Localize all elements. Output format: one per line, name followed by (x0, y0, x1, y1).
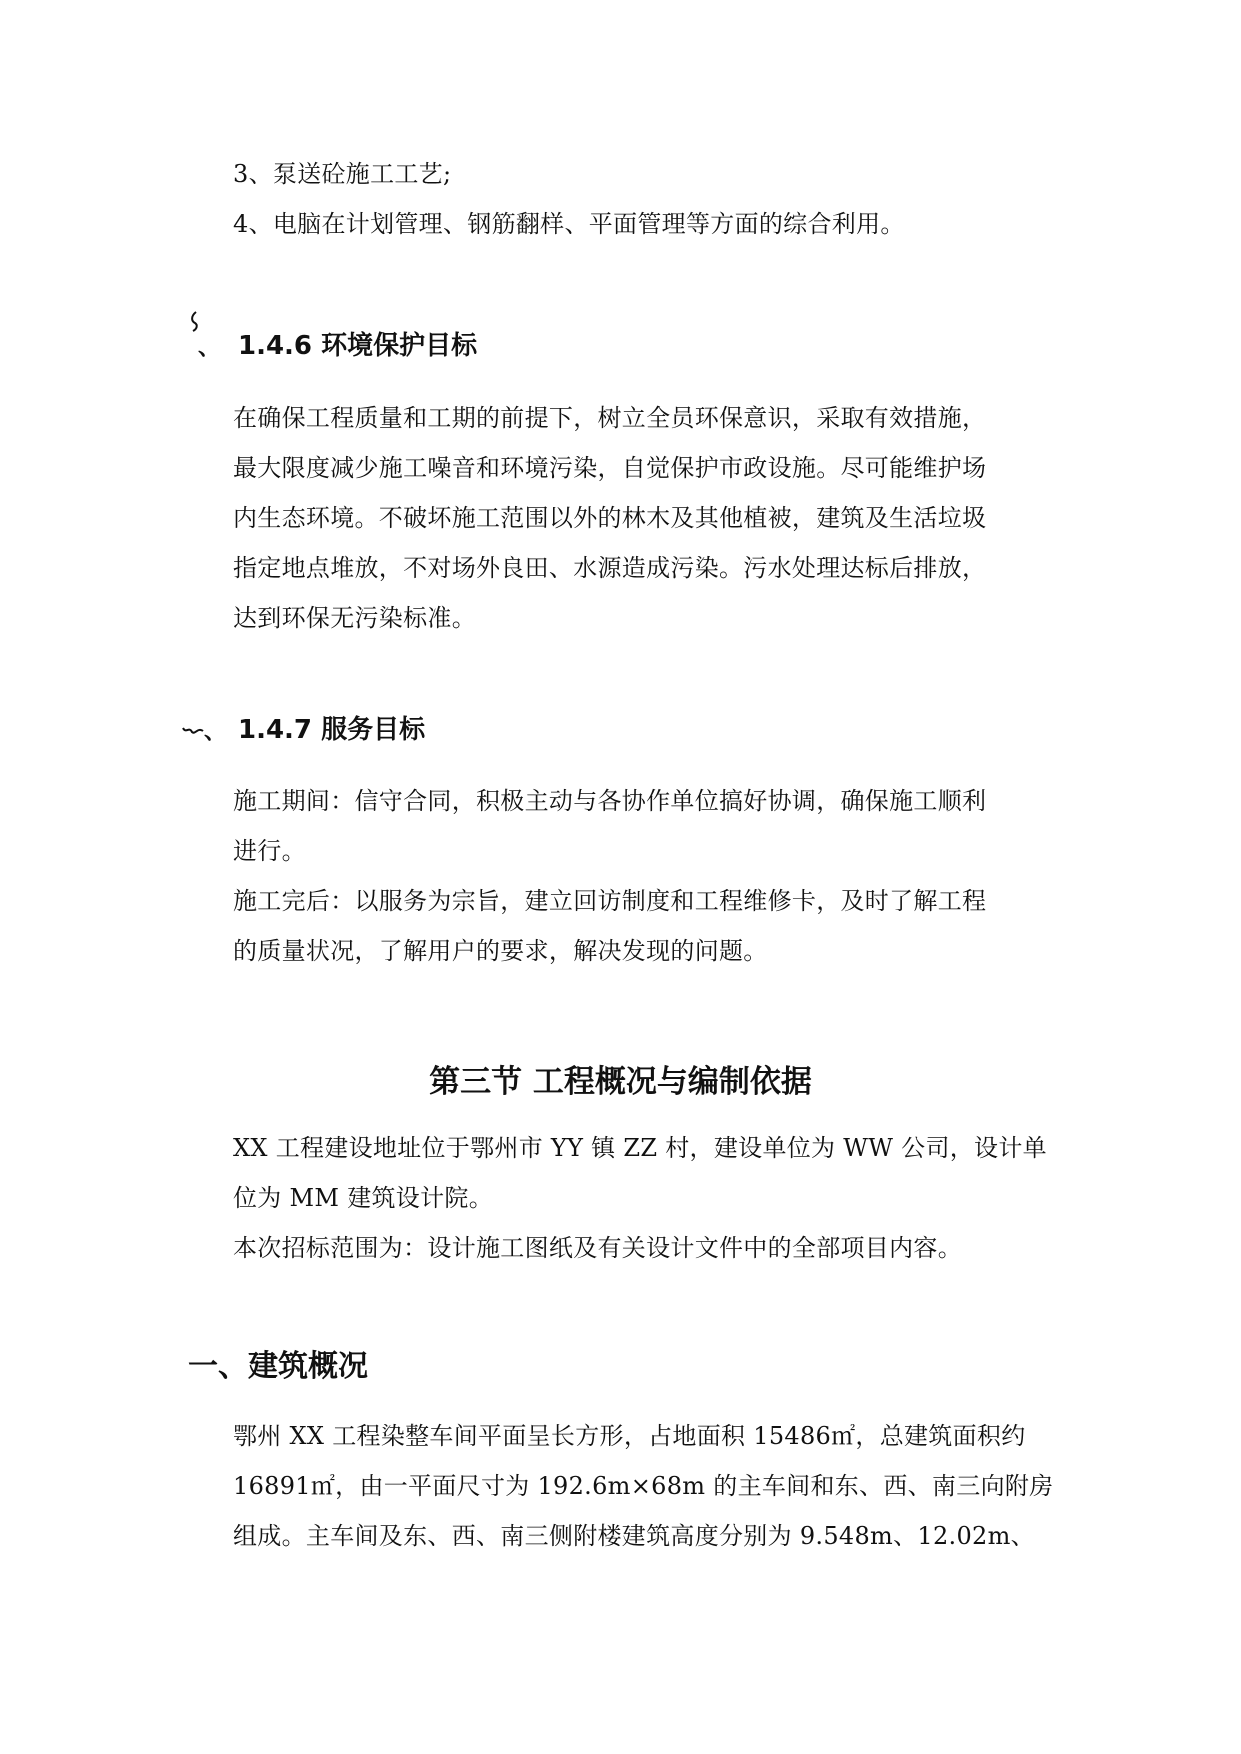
paragraph-line: 组成。主车间及东、西、南三侧附楼建筑高度分别为 9.548m、12.02m、 (233, 1522, 1035, 1550)
paragraph-line: 鄂州 XX 工程染整车间平面呈长方形，占地面积 15486㎡，总建筑面积约 (233, 1422, 1026, 1450)
paragraph-line: 位为 MM 建筑设计院。 (233, 1184, 494, 1212)
heading-building-overview: 一、建筑概况 (188, 1349, 368, 1384)
paragraph-line: 16891㎡，由一平面尺寸为 192.6m×68m 的主车间和东、西、南三向附房 (233, 1472, 1054, 1500)
handwritten-mark-icon (182, 724, 204, 736)
paragraph-line: 达到环保无污染标准。 (233, 604, 476, 632)
paragraph-line: 最大限度减少施工噪音和环境污染，自觉保护市政设施。尽可能维护场 (233, 454, 987, 482)
paragraph-line: 内生态环境。不破坏施工范围以外的林木及其他植被，建筑及生活垃圾 (233, 504, 987, 532)
heading-1-4-7: 1.4.7 服务目标 (238, 715, 426, 745)
section-title: 第三节 工程概况与编制依据 (429, 1064, 812, 1100)
handwritten-mark-icon (188, 311, 202, 333)
paragraph-line: 在确保工程质量和工期的前提下，树立全员环保意识，采取有效措施， (233, 404, 987, 432)
heading-1-4-6: 1.4.6 环境保护目标 (238, 331, 478, 361)
paragraph-line: 施工完后：以服务为宗旨，建立回访制度和工程维修卡，及时了解工程 (233, 887, 987, 915)
list-item: 4、电脑在计划管理、钢筋翻样、平面管理等方面的综合利用。 (233, 210, 905, 238)
paragraph-line: 的质量状况，了解用户的要求，解决发现的问题。 (233, 937, 768, 965)
list-item: 3、泵送砼施工工艺; (233, 160, 452, 188)
paragraph-line: XX 工程建设地址位于鄂州市 YY 镇 ZZ 村，建设单位为 WW 公司，设计单 (233, 1134, 1047, 1162)
paragraph-line: 指定地点堆放，不对场外良田、水源造成污染。污水处理达标后排放， (233, 554, 987, 582)
heading-marker: 、 (204, 720, 227, 745)
heading-marker: 、 (198, 336, 221, 361)
paragraph-line: 施工期间：信守合同，积极主动与各协作单位搞好协调，确保施工顺利 (233, 787, 987, 815)
paragraph-line: 本次招标范围为：设计施工图纸及有关设计文件中的全部项目内容。 (233, 1234, 962, 1262)
paragraph-line: 进行。 (233, 837, 306, 865)
